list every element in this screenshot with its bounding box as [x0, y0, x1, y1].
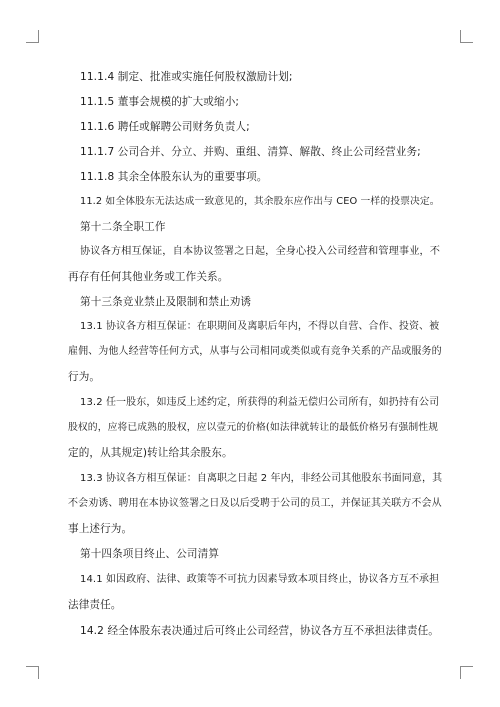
clause-11-1-6: 11.1.6 聘任或解聘公司财务负责人;	[80, 121, 250, 133]
clause-14-1-line-2: 法律责任。	[68, 599, 122, 611]
section-heading-13: 第十三条竞业禁止及限制和禁止劝诱	[80, 296, 252, 308]
section-12-text-line-2: 再存有任何其他业务或工作关系。	[68, 271, 229, 283]
clause-14-2: 14.2 经全体股东表决通过后可终止公司经营，协议各方互不承担法律责任。	[80, 625, 439, 637]
clause-13-1-line-2: 雇佣、为他人经营等任何方式，从事与公司相同或类似或有竞争关系的产品或服务的	[68, 346, 442, 357]
clause-13-2-line-1: 13.2 任一股东，如违反上述约定，所获得的利益无偿归公司所有，如扔持有公司	[80, 397, 440, 408]
clause-13-2-line-3: 定的，从其规定)转让给其余股东。	[68, 447, 233, 459]
clause-11-1-5: 11.1.5 董事会规模的扩大或缩小;	[80, 96, 240, 108]
clause-11-1-4: 11.1.4 制定、批准或实施任何股权激励计划;	[80, 71, 293, 83]
clause-13-3-line-2: 不会劝诱、聘用在本协议签署之日及以后受聘于公司的员工，并保证其关联方不会从	[68, 498, 442, 509]
clause-14-1-line-1: 14.1 如因政府、法律、政策等不可抗力因素导致本项目终止，协议各方互不承担	[80, 574, 440, 585]
clause-13-2-line-2: 股权的，应将已成熟的股权，应以壹元的价格(如法律就转让的最低价格另有强制性规	[68, 422, 439, 433]
clause-11-2: 11.2 如全体股东无法达成一致意见的，其余股东应作出与 CEO 一样的投票决定。	[80, 196, 440, 207]
clause-13-3-line-3: 事上述行为。	[68, 523, 133, 535]
section-heading-12: 第十二条全职工作	[80, 221, 166, 233]
clause-13-1-line-1: 13.1 协议各方相互保证：在职期间及离职后年内，不得以自营、合作、投资、被	[80, 321, 440, 332]
clause-11-1-8: 11.1.8 其余全体股东认为的重要事项。	[80, 171, 268, 183]
section-heading-14: 第十四条项目终止、公司清算	[80, 548, 220, 560]
clause-13-1-line-3: 行为。	[68, 371, 101, 383]
section-12-text-line-1: 协议各方相互保证，自本协议签署之日起，全身心投入公司经营和管理事业，不	[80, 246, 441, 257]
clause-11-1-7: 11.1.7 公司合并、分立、并购、重组、清算、解散、终止公司经营业务;	[80, 146, 421, 158]
clause-13-3-line-1: 13.3 协议各方相互保证：自离职之日起 2 年内，非经公司其他股东书面同意，其	[80, 473, 443, 484]
